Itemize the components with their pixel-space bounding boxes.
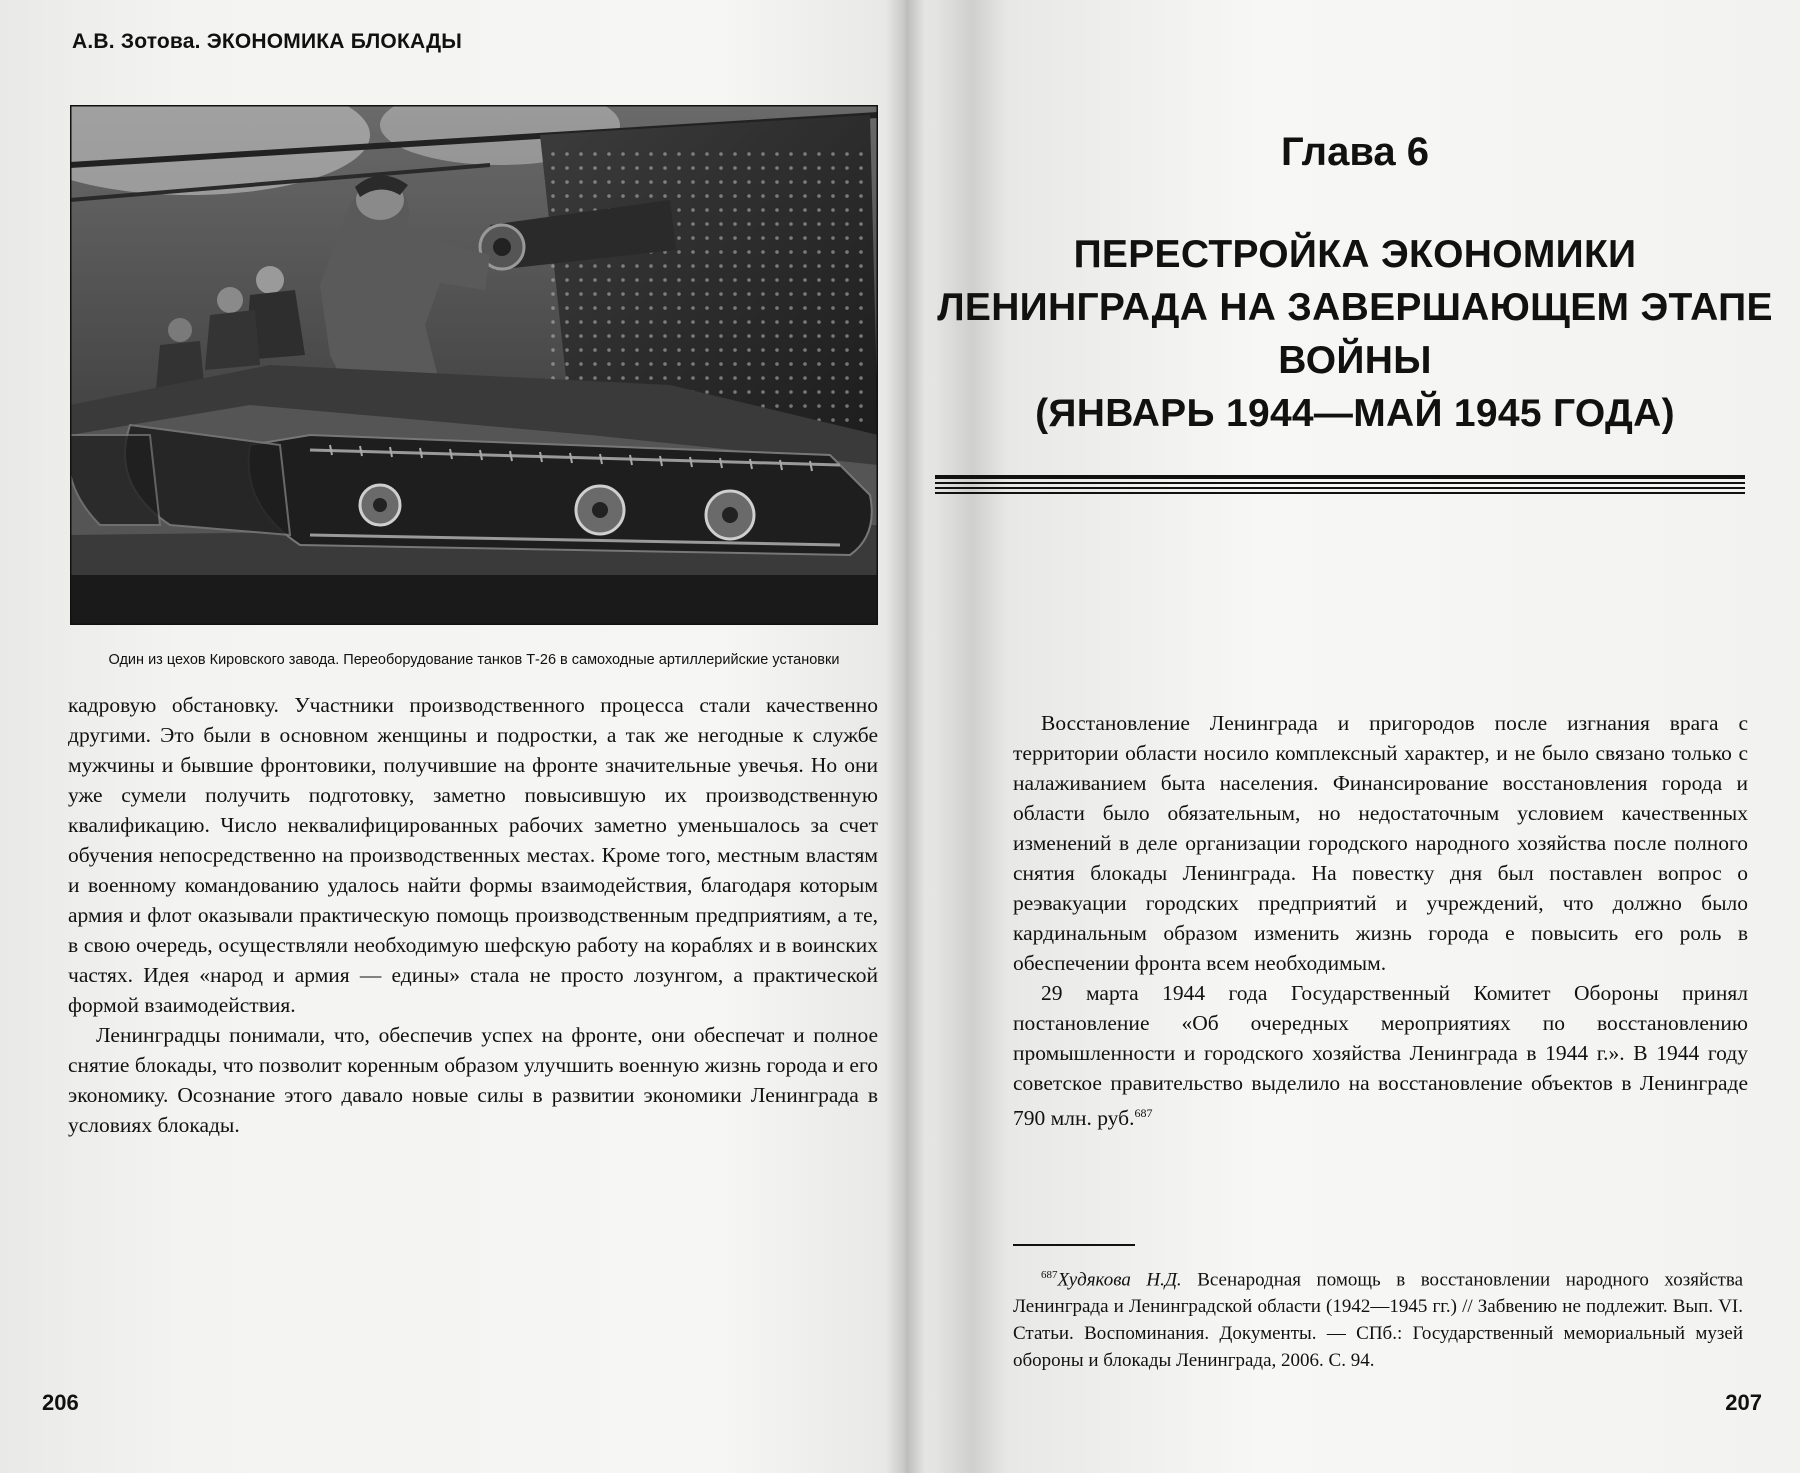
footnote-number: 687 (1041, 1269, 1058, 1281)
footnote-reference[interactable]: 687 (1134, 1106, 1153, 1120)
right-paragraph-text: 29 марта 1944 года Государственный Комитет Обороны принял постановление «Об очередных мероприятиях по восстановлению промышленности и городского хозяйства Ленинграда в 1944 г.». В 1944 году советское правительство выделило на восстановление объектов в Ленинграде 790 млн. руб. (1013, 981, 1748, 1131)
chapter-title-line: ЛЕНИНГРАДА НА ЗАВЕРШАЮЩЕМ ЭТАПЕ (937, 286, 1773, 329)
right-paragraph: Восстановление Ленинграда и пригородов после изгнания врага с территории области носило комплексный характер, и не было связано только с налаживанием быта населения. Финансирование восстановления города и области было обязательным, но недостаточным условием качественных изменений в деле организации городского народного хозяйства после полного снятия блокады Ленинграда. На повестку дня был поставлен вопрос о реэвакуации городских предприятий и учреждений, что должно было кардинальным образом изменить жизнь города е повысить его роль в обеспечении фронта всем необходимым. (1013, 711, 1748, 975)
photo-caption: Один из цехов Кировского завода. Переоборудование танков Т-26 в самоходные артиллерийские установки (108, 652, 840, 668)
right-paragraph (1013, 978, 1748, 1133)
chapter-divider (935, 475, 1745, 497)
chapter-title (930, 228, 1780, 440)
chapter-title-line: (ЯНВАРЬ 1944—МАЙ 1945 ГОДА) (1035, 392, 1675, 435)
left-body-text (68, 690, 878, 1140)
footnote-text: Всенародная помощь в восстановлении народного хозяйства Ленинграда и Ленинградской области (1942—1945 гг.) // Забвению не подлежит. Вып. VI. Статьи. Воспоминания. Документы. — СПб.: Государственный мемориальный музей обороны и блокады Ленинграда, 2006. С. 94. (1013, 1269, 1744, 1372)
page-number-right: 207 (1725, 1390, 1762, 1415)
footnote (1013, 1262, 1743, 1374)
right-body-text (1013, 708, 1748, 1133)
chapter-title-line: ПЕРЕСТРОЙКА ЭКОНОМИКИ (1073, 233, 1637, 276)
chapter-label: Глава 6 (1280, 130, 1429, 174)
factory-photo (70, 105, 878, 625)
chapter-title-line: ВОЙНЫ (1278, 339, 1432, 382)
footnote-separator (1013, 1244, 1135, 1246)
right-page (910, 0, 1800, 1473)
running-head: А.В. Зотова. ЭКОНОМИКА БЛОКАДЫ (72, 30, 463, 53)
footnote-author: Худякова Н.Д. (1057, 1269, 1182, 1291)
left-paragraph: кадровую обстановку. Участники производственного процесса стали качественно другими. Это были в основном женщины и подростки, а так же негодные к службе мужчины и бывшие фронтовики, получившие на фронте значительные увечья. Но они уже сумели получить подготовку, заметно повысившую их производственную квалификацию. Число неквалифицированных рабочих заметно уменьшалось за счет обучения непосредственно на производственных местах. Кроме того, местным властям и военному командованию удалось найти формы взаимодействия, благодаря которым армия и флот оказывали практическую помощь производственным предприятиям, а те, в свою очередь, осуществляли необходимую шефскую работу на кораблях и в воинских частях. Идея «народ и армия — едины» стала не просто лозунгом, а практической формой взаимодействия. (68, 693, 878, 1017)
left-paragraph: Ленинградцы понимали, что, обеспечив успех на фронте, они обеспечат и полное снятие блокады, что позволит коренным образом улучшить военную жизнь города и его экономику. Осознание этого давало новые силы в развитии экономики Ленинграда в условиях блокады. (68, 1023, 878, 1137)
page-number-left: 206 (42, 1390, 79, 1415)
